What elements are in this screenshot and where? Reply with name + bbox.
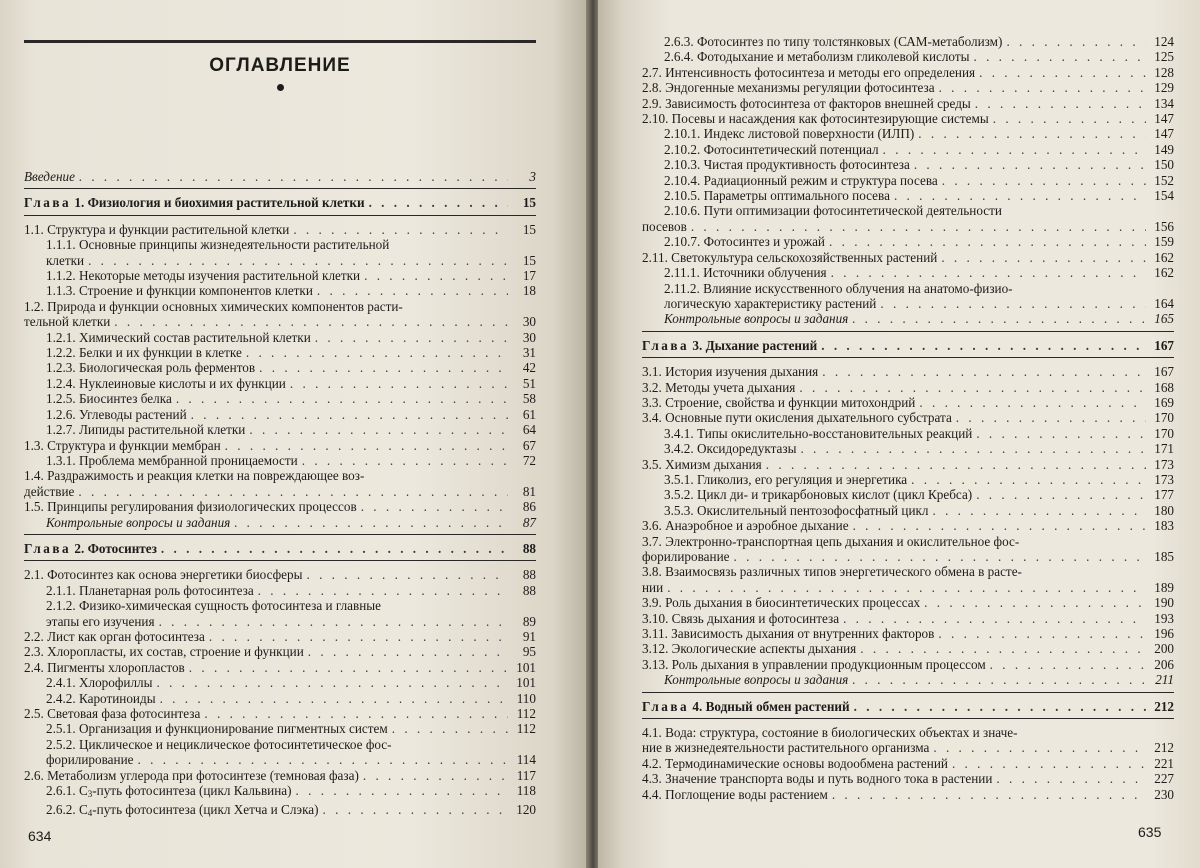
toc-entry: форилирование . . . 114 [24,752,536,767]
toc-entry: 2.6.4. Фотодыхание и метаболизм гликолевой кислоты . . . 125 [642,49,1174,64]
divider [24,534,536,535]
left-page [0,0,588,868]
page-number: 634 [28,828,52,844]
toc-entry: 3.4. Основные пути окисления дыхательного субстрата . . . 170 [642,410,1174,425]
toc-entry-questions: Контрольные вопросы и задания . . . 87 [24,515,536,530]
divider [24,215,536,216]
toc-entry: 3.6. Анаэробное и аэробное дыхание . . . 183 [642,518,1174,533]
toc-entry: 2.6.1. $С_3$-путь фотосинтеза (цикл Кальвина) . . . 118 [24,783,536,802]
toc-entry: 2.8. Эндогенные механизмы регуляции фотосинтеза . . . 129 [642,80,1174,95]
toc-entry: 1.1.3. Строение и функции компонентов клетки . . . 18 [24,283,536,298]
toc-entry: форилирование . . . 185 [642,549,1174,564]
toc-entry: 2.10.7. Фотосинтез и урожай . . . 159 [642,234,1174,249]
toc-entry: 3.11. Зависимость дыхания от внутренних факторов . . . 196 [642,626,1174,641]
toc-entry: 1.3. Структура и функции мембран . . . 67 [24,438,536,453]
toc-entry: 3.2. Методы учета дыхания . . . 168 [642,380,1174,395]
toc-entry: 3.10. Связь дыхания и фотосинтеза . . . 193 [642,611,1174,626]
toc-entry: 2.10.5. Параметры оптимального посева . . . 154 [642,188,1174,203]
toc-entry: 3.1. История изучения дыхания . . . 167 [642,364,1174,379]
toc-entry: 2.11.1. Источники облучения . . . 162 [642,265,1174,280]
toc-entry: 2.6.3. Фотосинтез по типу толстянковых (САМ-метаболизм) . . . 124 [642,34,1174,49]
toc-entry: 1.2.1. Химический состав растительной клетки . . . 30 [24,330,536,345]
toc-entry: 4.3. Значение транспорта воды и путь водного тока в растении . . . 227 [642,771,1174,786]
toc-entry: 1.2.6. Углеводы растений . . . 61 [24,407,536,422]
divider [642,331,1174,332]
toc-entry: 4.2. Термодинамические основы водообмена растений . . . 221 [642,756,1174,771]
toc-entry: 1.2.3. Биологическая роль ферментов . . . 42 [24,360,536,375]
toc-entry: 3.8. Взаимосвязь различных типов энергетического обмена в расте- [642,564,1022,580]
toc-entry: 1.4. Раздражимость и реакция клетки на повреждающее воз- [24,468,365,484]
toc-entry: 2.9. Зависимость фотосинтеза от факторов внешней среды . . . 134 [642,96,1174,111]
toc-entry-questions: Контрольные вопросы и задания . . . 211 [642,672,1174,687]
toc-entry: 3.12. Экологические аспекты дыхания . . . 200 [642,641,1174,656]
toc-entry: 3.7. Электронно-транспортная цепь дыхания и окислительное фос- [642,533,1020,549]
toc-heading: ОГЛАВЛЕНИЕ [209,55,351,76]
toc-entry: 3.5. Химизм дыхания . . . 173 [642,457,1174,472]
toc-entry: 1.2. Природа и функции основных химических компонентов расти- [24,298,403,314]
toc-entry: 3.5.1. Гликолиз, его регуляция и энергетика . . . 173 [642,472,1174,487]
divider [24,188,536,189]
divider [642,357,1174,358]
toc-entry: 3.5.2. Цикл ди- и трикарбоновых кислот (цикл Кребса) . . . 177 [642,487,1174,502]
toc-entry: посевов . . . 156 [642,219,1174,234]
toc-entry: 2.10.3. Чистая продуктивность фотосинтеза . . . 150 [642,157,1174,172]
toc-entry-intro: Введение . . . 3 [24,169,536,184]
toc-entry: 1.5. Принципы регулирования физиологических процессов . . . 86 [24,499,536,514]
toc-entry: 2.10.2. Фотосинтетический потенциал . . . 149 [642,142,1174,157]
right-page [598,0,1200,868]
toc-entry: 3.4.2. Оксидоредуктазы . . . 171 [642,441,1174,456]
toc-entry: 2.6. Метаболизм углерода при фотосинтезе (темновая фаза) . . . 117 [24,768,536,783]
toc-chapter-3: Глава 3. Дыхание растений . . . 167 [642,338,1174,353]
toc-entry: 2.1.2. Физико-химическая сущность фотосинтеза и главные [46,598,382,614]
toc-entry: действие . . . 81 [24,484,536,499]
toc-entry: этапы его изучения . . . 89 [24,614,536,629]
toc-entry: 2.6.2. $С_4$-путь фотосинтеза (цикл Хетча и Слэка) . . . 120 [24,802,536,821]
toc-chapter-2: Глава 2. Фотосинтез . . . 88 [24,541,536,556]
toc-entry: 1.1.2. Некоторые методы изучения растительной клетки . . . 17 [24,268,536,283]
toc-entry: тельной клетки . . . 30 [24,314,536,329]
toc-entry: 2.10.4. Радиационный режим и структура посева . . . 152 [642,173,1174,188]
toc-entry: 2.10.1. Индекс листовой поверхности (ИЛП) . . . 147 [642,126,1174,141]
toc-entry: 2.5. Световая фаза фотосинтеза . . . 112 [24,706,536,721]
toc-entry: 2.10.6. Пути оптимизации фотосинтетической деятельности [664,203,1002,219]
toc-entry: 2.7. Интенсивность фотосинтеза и методы его определения . . . 128 [642,65,1174,80]
page-number: 635 [1138,824,1162,840]
toc-entry: 3.4.1. Типы окислительно-восстановительных реакций . . . 170 [642,426,1174,441]
toc-entry: 1.2.2. Белки и их функции в клетке . . . 31 [24,345,536,360]
toc-entry: 2.5.1. Организация и функционирование пигментных систем . . . 112 [24,721,536,736]
toc-entry: 2.5.2. Циклическое и нециклическое фотосинтетическое фос- [46,736,392,752]
toc-entry: 2.4.1. Хлорофиллы . . . 101 [24,675,536,690]
toc-entry: 2.10. Посевы и насаждения как фотосинтезирующие системы . . . 147 [642,111,1174,126]
divider [642,718,1174,719]
toc-entry: логическую характеристику растений . . . 164 [642,296,1174,311]
toc-entry: 1.2.5. Биосинтез белка . . . 58 [24,391,536,406]
toc-entry: 1.3.1. Проблема мембранной проницаемости . . . 72 [24,453,536,468]
toc-entry: 4.4. Поглощение воды растением . . . 230 [642,787,1174,802]
bullet-icon [277,84,284,91]
toc-entry: 1.2.7. Липиды растительной клетки . . . 64 [24,422,536,437]
toc-entry: 2.4. Пигменты хлоропластов . . . 101 [24,660,536,675]
top-rule [24,40,536,43]
toc-entry-questions: Контрольные вопросы и задания . . . 165 [642,311,1174,326]
toc-entry: нии . . . 189 [642,580,1174,595]
toc-entry: 3.3. Строение, свойства и функции митохондрий . . . 169 [642,395,1174,410]
toc-entry: 2.2. Лист как орган фотосинтеза . . . 91 [24,629,536,644]
toc-entry: ние в жизнедеятельности растительного организма . . . 212 [642,740,1174,755]
toc-entry: 2.4.2. Каротиноиды . . . 110 [24,691,536,706]
toc-entry: 1.1. Структура и функции растительной клетки . . . 15 [24,222,536,237]
divider [642,692,1174,693]
toc-entry: 4.1. Вода: структура, состояние в биологических объектах и значе- [642,725,1018,741]
toc-entry: 3.9. Роль дыхания в биосинтетических процессах . . . 190 [642,595,1174,610]
toc-entry: 2.3. Хлоропласты, их состав, строение и функции . . . 95 [24,644,536,659]
toc-entry: клетки . . . 15 [24,253,536,268]
divider [24,560,536,561]
right-page-content [642,34,1174,802]
toc-entry: 2.11. Светокультура сельскохозяйственных растений . . . 162 [642,250,1174,265]
toc-entry: 3.13. Роль дыхания в управлении продукционным процессом . . . 206 [642,657,1174,672]
toc-entry: 3.5.3. Окислительный пентозофосфатный цикл . . . 180 [642,503,1174,518]
toc-chapter-1: Глава 1. Физиология и биохимия растительной клетки . . . 15 [24,195,536,210]
toc-chapter-4: Глава 4. Водный обмен растений . . . 212 [642,699,1174,714]
toc-entry: 1.2.4. Нуклеиновые кислоты и их функции . . . 51 [24,376,536,391]
toc-entry: 2.1.1. Планетарная роль фотосинтеза . . . 88 [24,583,536,598]
toc-entry: 2.1. Фотосинтез как основа энергетики биосферы . . . 88 [24,567,536,582]
left-page-content [24,40,536,822]
toc-entry: 1.1.1. Основные принципы жизнедеятельности растительной [46,237,390,253]
toc-entry: 2.11.2. Влияние искусственного облучения на анатомо-физио- [664,280,1013,296]
